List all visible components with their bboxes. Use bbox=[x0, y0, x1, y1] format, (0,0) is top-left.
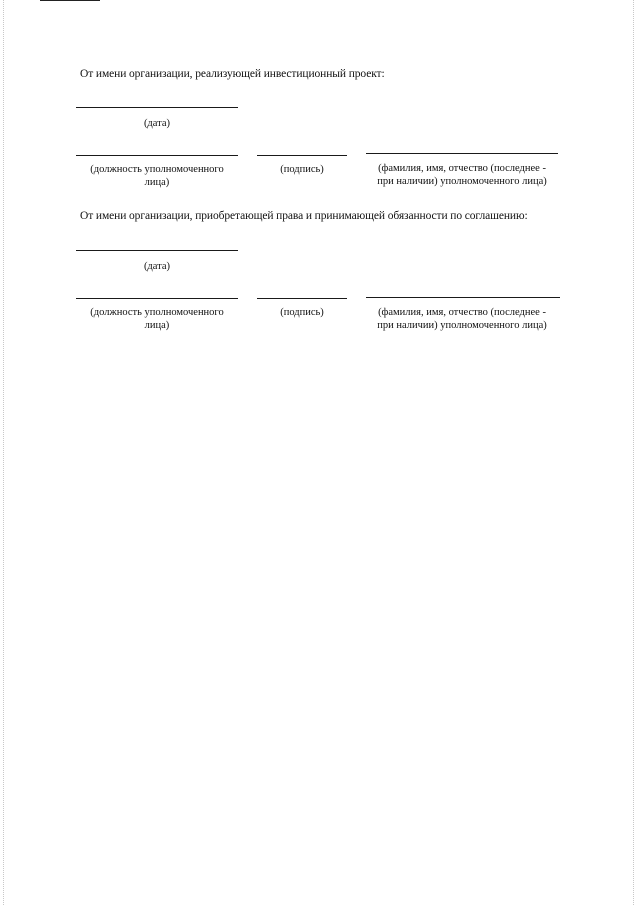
scan-edge-right bbox=[633, 0, 634, 905]
position-line bbox=[76, 155, 238, 156]
signature-caption: (подпись) bbox=[280, 164, 324, 175]
signature-line bbox=[257, 155, 347, 156]
position-caption-line1: (должность уполномоченного bbox=[90, 164, 224, 175]
full-name-caption-line1: (фамилия, имя, отчество (последнее - bbox=[378, 163, 546, 174]
position-caption bbox=[76, 306, 238, 332]
date-line bbox=[76, 107, 238, 108]
position-caption bbox=[76, 163, 238, 189]
full-name-line bbox=[366, 297, 560, 298]
full-name-caption-line2: при наличии) уполномоченного лица) bbox=[377, 176, 547, 187]
section-heading-acquirer: От имени организации, приобретающей права и принимающей обязанности по соглашению: bbox=[80, 210, 528, 222]
position-caption-line2: лица) bbox=[144, 177, 170, 188]
signature-caption: (подпись) bbox=[280, 307, 324, 318]
position-caption-line2: лица) bbox=[144, 320, 170, 331]
top-rule bbox=[40, 0, 100, 1]
full-name-caption-line1: (фамилия, имя, отчество (последнее - bbox=[378, 307, 546, 318]
date-caption: (дата) bbox=[143, 261, 171, 272]
full-name-caption bbox=[358, 162, 566, 188]
full-name-caption-line2: при наличии) уполномоченного лица) bbox=[377, 320, 547, 331]
position-line bbox=[76, 298, 238, 299]
full-name-line bbox=[366, 153, 558, 154]
signature-line bbox=[257, 298, 347, 299]
position-caption-line1: (должность уполномоченного bbox=[90, 307, 224, 318]
full-name-caption bbox=[358, 306, 566, 332]
section-heading-investor: От имени организации, реализующей инвестиционный проект: bbox=[80, 68, 385, 80]
scan-edge-left bbox=[3, 0, 4, 905]
date-line bbox=[76, 250, 238, 251]
date-caption: (дата) bbox=[143, 118, 171, 129]
